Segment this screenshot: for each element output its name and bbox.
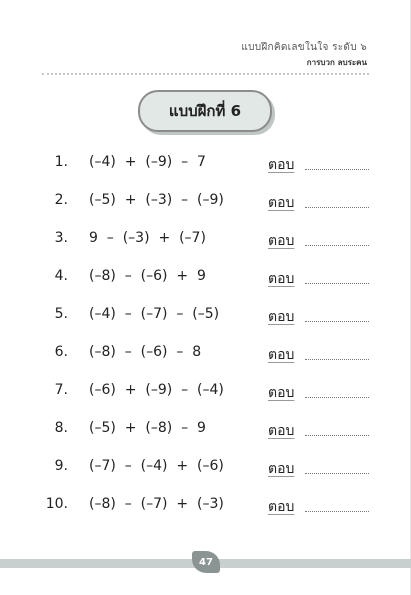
problem-number: 10. xyxy=(45,496,68,512)
answer-label: ตอบ xyxy=(268,385,295,401)
problem-number: 4. xyxy=(54,268,68,284)
answer-blank[interactable] xyxy=(305,473,369,474)
header-divider xyxy=(42,73,369,75)
answer-label: ตอบ xyxy=(268,195,295,211)
problem-expression: (–4) + (–9) – 7 xyxy=(89,154,206,170)
problem-row-5 xyxy=(0,304,411,328)
answer-label: ตอบ xyxy=(268,461,295,477)
problem-number: 1. xyxy=(54,154,68,170)
problem-expression: (–6) + (–9) – (–4) xyxy=(89,382,224,398)
answer-blank[interactable] xyxy=(305,207,369,208)
problem-row-2 xyxy=(0,190,411,214)
problem-number: 9. xyxy=(54,458,68,474)
answer-label: ตอบ xyxy=(268,309,295,325)
problem-expression: (–4) – (–7) – (–5) xyxy=(89,306,220,322)
problem-row-6 xyxy=(0,342,411,366)
problem-row-10 xyxy=(0,494,411,518)
problem-row-3 xyxy=(0,228,411,252)
answer-label: ตอบ xyxy=(268,347,295,363)
problem-expression: (–5) + (–3) – (–9) xyxy=(89,192,224,208)
problem-expression: (–8) – (–6) – 8 xyxy=(89,344,202,360)
problem-row-7 xyxy=(0,380,411,404)
exercise-title: แบบฝึกที่ 6 xyxy=(168,102,242,120)
problem-row-1 xyxy=(0,152,411,176)
problem-number: 2. xyxy=(54,192,68,208)
answer-blank[interactable] xyxy=(305,397,369,398)
problem-number: 6. xyxy=(54,344,68,360)
answer-label: ตอบ xyxy=(268,157,295,173)
worksheet-series-title: แบบฝึกคิดเลขในใจ ระดับ ๖ xyxy=(241,42,367,53)
page-number: 47 xyxy=(199,556,213,568)
problem-expression: (–8) – (–6) + 9 xyxy=(89,268,206,284)
problem-row-8 xyxy=(0,418,411,442)
exercise-title-badge xyxy=(138,90,272,132)
answer-blank[interactable] xyxy=(305,435,369,436)
answer-label: ตอบ xyxy=(268,499,295,515)
problem-expression: (–7) – (–4) + (–6) xyxy=(89,458,224,474)
problem-expression: 9 – (–3) + (–7) xyxy=(89,230,206,246)
problem-number: 7. xyxy=(54,382,68,398)
problem-number: 3. xyxy=(54,230,68,246)
page-number-badge xyxy=(192,551,220,573)
problem-row-9 xyxy=(0,456,411,480)
answer-blank[interactable] xyxy=(305,245,369,246)
answer-blank[interactable] xyxy=(305,321,369,322)
problem-number: 5. xyxy=(54,306,68,322)
answer-blank[interactable] xyxy=(305,283,369,284)
problem-expression: (–8) – (–7) + (–3) xyxy=(89,496,224,512)
answer-blank[interactable] xyxy=(305,359,369,360)
problem-number: 8. xyxy=(54,420,68,436)
answer-label: ตอบ xyxy=(268,233,295,249)
answer-label: ตอบ xyxy=(268,423,295,439)
answer-blank[interactable] xyxy=(305,511,369,512)
problem-row-4 xyxy=(0,266,411,290)
answer-blank[interactable] xyxy=(305,169,369,170)
worksheet-topic: การบวก ลบระคน xyxy=(306,58,367,67)
problem-expression: (–5) + (–8) – 9 xyxy=(89,420,206,436)
answer-label: ตอบ xyxy=(268,271,295,287)
